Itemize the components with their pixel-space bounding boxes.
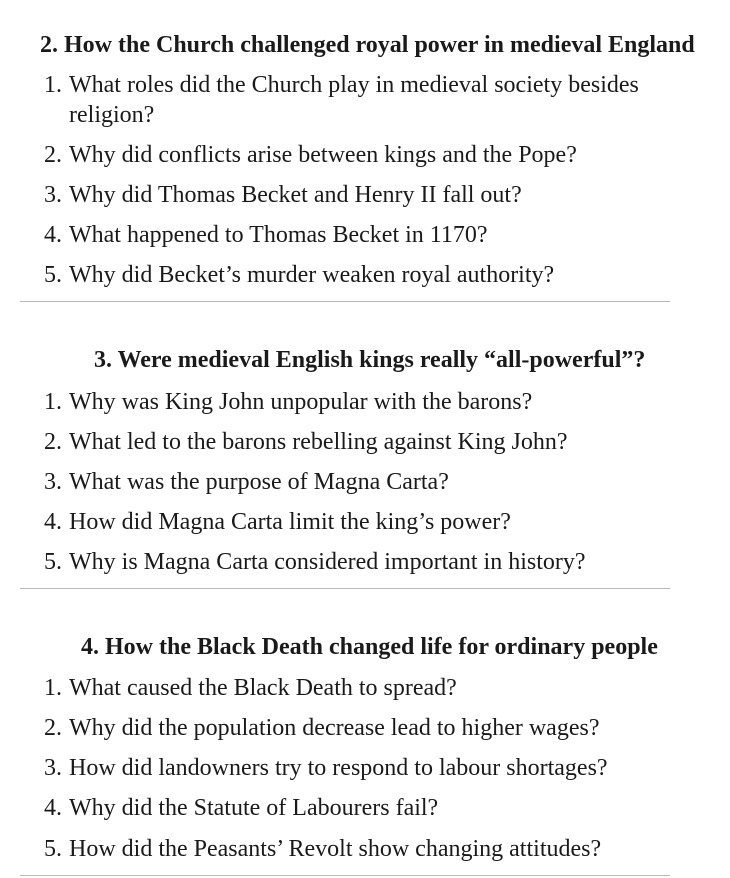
list-item: [44, 713, 684, 743]
section-divider: [20, 588, 670, 589]
item-number: 3.: [44, 469, 62, 495]
list-item: [44, 387, 684, 417]
list-item: [44, 220, 684, 250]
list-item: [44, 793, 684, 823]
section-title: 3. Were medieval English kings really “all-powerful”?: [94, 347, 646, 373]
section-divider: [20, 875, 670, 876]
item-text-continued: religion?: [69, 102, 155, 128]
item-number: 2.: [44, 142, 62, 168]
item-number: 3.: [44, 182, 62, 208]
item-text: Why did the population decrease lead to higher wages?: [69, 715, 600, 741]
list-item: [44, 834, 684, 864]
item-text: Why did Thomas Becket and Henry II fall out?: [69, 182, 522, 208]
item-number: 2.: [44, 715, 62, 741]
list-item: [44, 70, 684, 130]
item-number: 2.: [44, 429, 62, 455]
list-item: [44, 427, 684, 457]
item-number: 4.: [44, 222, 62, 248]
item-number: 1.: [44, 72, 62, 98]
list-item: [44, 547, 684, 577]
item-text: Why did conflicts arise between kings and the Pope?: [69, 142, 577, 168]
item-text: What happened to Thomas Becket in 1170?: [69, 222, 488, 248]
item-text: What led to the barons rebelling against King John?: [69, 429, 568, 455]
item-text: How did the Peasants’ Revolt show changing attitudes?: [69, 836, 602, 862]
section-title: 4. How the Black Death changed life for ordinary people: [81, 634, 658, 660]
item-text: How did landowners try to respond to labour shortages?: [69, 755, 608, 781]
list-item: [44, 140, 684, 170]
item-text: What caused the Black Death to spread?: [69, 675, 457, 701]
item-text: What was the purpose of Magna Carta?: [69, 469, 449, 495]
item-number: 4.: [44, 795, 62, 821]
list-item: [44, 673, 684, 703]
item-text: Why did the Statute of Labourers fail?: [69, 795, 439, 821]
item-number: 5.: [44, 836, 62, 862]
item-text: Why is Magna Carta considered important in history?: [69, 549, 586, 575]
item-number: 1.: [44, 675, 62, 701]
list-item: [44, 753, 684, 783]
list-item: [44, 507, 684, 537]
item-text: What roles did the Church play in medieval society besides: [69, 72, 639, 98]
item-text: Why was King John unpopular with the barons?: [69, 389, 533, 415]
list-item: [44, 180, 684, 210]
list-item: [44, 467, 684, 497]
section-title: 2. How the Church challenged royal power in medieval England: [40, 32, 695, 58]
item-number: 5.: [44, 262, 62, 288]
item-number: 3.: [44, 755, 62, 781]
list-item: [44, 260, 684, 290]
item-number: 1.: [44, 389, 62, 415]
item-number: 4.: [44, 509, 62, 535]
item-text: How did Magna Carta limit the king’s power?: [69, 509, 511, 535]
item-number: 5.: [44, 549, 62, 575]
item-text: Why did Becket’s murder weaken royal authority?: [69, 262, 555, 288]
section-divider: [20, 301, 670, 302]
